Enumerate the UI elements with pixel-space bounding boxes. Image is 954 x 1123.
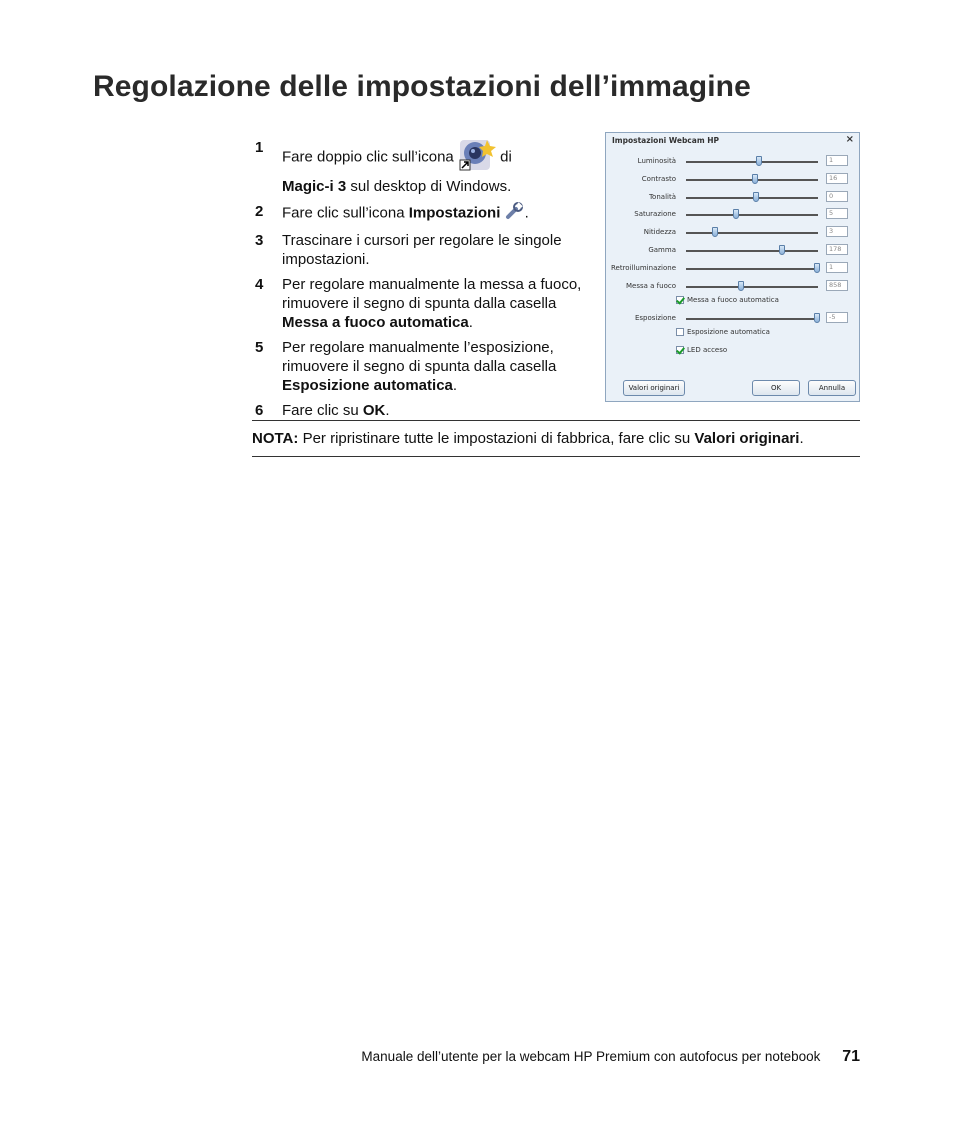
- autofocus-checkbox-row[interactable]: [676, 295, 779, 305]
- slider-track[interactable]: [686, 318, 818, 320]
- slider-thumb[interactable]: [779, 245, 785, 255]
- slider-track[interactable]: [686, 268, 818, 270]
- slider-thumb[interactable]: [738, 281, 744, 291]
- led-checkbox[interactable]: [676, 346, 684, 354]
- step-text: Fare doppio clic sull’icona: [282, 148, 454, 166]
- slider-label: Retroilluminazione: [610, 263, 676, 272]
- auto-exposure-label: Esposizione automatica: [687, 328, 770, 336]
- step-number: 6: [255, 402, 264, 419]
- slider-value-field[interactable]: 178: [826, 244, 848, 255]
- led-checkbox-row[interactable]: [676, 345, 727, 355]
- step-bold-text: Impostazioni: [408, 204, 501, 222]
- slider-value-field[interactable]: 16: [826, 173, 848, 184]
- webcam-settings-dialog: [605, 132, 860, 402]
- page-footer: [361, 1048, 860, 1066]
- step-text-end: .: [385, 402, 390, 419]
- auto-exposure-checkbox[interactable]: [676, 328, 684, 336]
- slider-label: Tonalità: [648, 192, 676, 201]
- note-bold-text: Valori originari: [694, 430, 800, 447]
- step-bold-text: Messa a fuoco automatica: [282, 314, 469, 331]
- exposure-slider-row: [606, 312, 859, 326]
- slider-row: [606, 262, 859, 276]
- step-text: Per regolare manualmente la messa a fuoco, rimuovere il segno di spunta dalla casella: [282, 276, 582, 312]
- autofocus-label: Messa a fuoco automatica: [687, 296, 779, 304]
- step-bold-text: Esposizione automatica: [282, 377, 453, 394]
- page-number: 71: [842, 1048, 860, 1065]
- close-icon[interactable]: ×: [845, 134, 854, 145]
- slider-label: Contrasto: [641, 174, 676, 183]
- slider-label: Gamma: [648, 246, 676, 254]
- auto-exposure-checkbox-row[interactable]: [676, 327, 770, 337]
- slider-value-field[interactable]: 0: [826, 191, 848, 202]
- slider-value-field[interactable]: 1: [826, 155, 848, 166]
- slider-row: [606, 208, 859, 222]
- autofocus-checkbox[interactable]: [676, 296, 684, 304]
- slider-track[interactable]: [686, 161, 818, 163]
- slider-track[interactable]: [686, 250, 818, 252]
- slider-label: Saturazione: [634, 210, 676, 219]
- note-box: [252, 420, 860, 457]
- step-number: 5: [255, 339, 264, 356]
- slider-label: Luminosità: [637, 157, 676, 165]
- slider-row: [606, 226, 859, 240]
- slider-label: Esposizione: [634, 314, 676, 322]
- step-text: Per regolare manualmente l’esposizione, rimuovere il segno di spunta dalla casella: [282, 339, 557, 375]
- step-bold-text: OK: [362, 402, 386, 419]
- step-text-end: .: [468, 314, 473, 331]
- step-number: 4: [255, 276, 264, 293]
- step-bold-text: Magic-i 3: [282, 178, 347, 195]
- note-label: NOTA:: [252, 430, 299, 447]
- slider-value-field[interactable]: 1: [826, 262, 848, 273]
- slider-thumb[interactable]: [712, 227, 718, 237]
- note-text: Per ripristinare tutte le impostazioni di fabbrica, fare clic su: [302, 430, 691, 447]
- slider-label: Nitidezza: [643, 228, 676, 237]
- step-number: 3: [255, 232, 264, 249]
- step-text-end: .: [524, 204, 529, 222]
- step-3: [252, 231, 597, 269]
- slider-thumb[interactable]: [814, 263, 820, 273]
- step-text-end: sul desktop di Windows.: [350, 178, 512, 195]
- slider-label: Messa a fuoco: [626, 281, 676, 290]
- slider-row: [606, 173, 859, 187]
- slider-thumb[interactable]: [753, 192, 759, 202]
- slider-value-field[interactable]: 3: [826, 226, 848, 237]
- dialog-title: Impostazioni Webcam HP: [612, 136, 720, 145]
- step-5: [252, 338, 597, 395]
- step-text-di: di: [500, 148, 512, 166]
- note-end: .: [799, 430, 804, 447]
- slider-row: [606, 155, 859, 169]
- slider-thumb[interactable]: [814, 313, 820, 323]
- slider-thumb[interactable]: [733, 209, 739, 219]
- slider-value-field[interactable]: -5: [826, 312, 848, 323]
- step-2: [252, 202, 597, 225]
- slider-thumb[interactable]: [756, 156, 762, 166]
- step-text: Fare clic su: [282, 402, 359, 419]
- slider-track[interactable]: [686, 179, 818, 181]
- ok-button[interactable]: OK: [752, 380, 800, 396]
- step-text: Trascinare i cursori per regolare le singole impostazioni.: [282, 232, 562, 268]
- step-1: [252, 138, 597, 196]
- slider-track[interactable]: [686, 197, 818, 199]
- dialog-titlebar[interactable]: [606, 133, 859, 149]
- settings-wrench-icon: [505, 202, 525, 225]
- magic-i-webcam-icon: [458, 138, 496, 177]
- slider-value-field[interactable]: 858: [826, 280, 848, 291]
- slider-track[interactable]: [686, 286, 818, 288]
- slider-track[interactable]: [686, 214, 818, 216]
- step-text: Fare clic sull’icona: [282, 204, 405, 222]
- defaults-button[interactable]: Valori originari: [623, 380, 685, 396]
- slider-row: [606, 244, 859, 258]
- step-number: 1: [255, 139, 264, 156]
- step-4: [252, 275, 597, 332]
- step-number: 2: [255, 203, 264, 220]
- led-label: LED acceso: [687, 346, 728, 354]
- slider-track[interactable]: [686, 232, 818, 234]
- slider-value-field[interactable]: 5: [826, 208, 848, 219]
- page-title: Regolazione delle impostazioni dell’immagine: [93, 70, 751, 103]
- slider-row: [606, 191, 859, 205]
- footer-text: Manuale dell’utente per la webcam HP Premium con autofocus per notebook: [361, 1049, 821, 1064]
- slider-row: [606, 280, 859, 294]
- cancel-button[interactable]: Annulla: [808, 380, 856, 396]
- slider-thumb[interactable]: [752, 174, 758, 184]
- step-6: [252, 401, 597, 420]
- steps-list: [252, 138, 597, 426]
- step-text-end: .: [452, 377, 458, 394]
